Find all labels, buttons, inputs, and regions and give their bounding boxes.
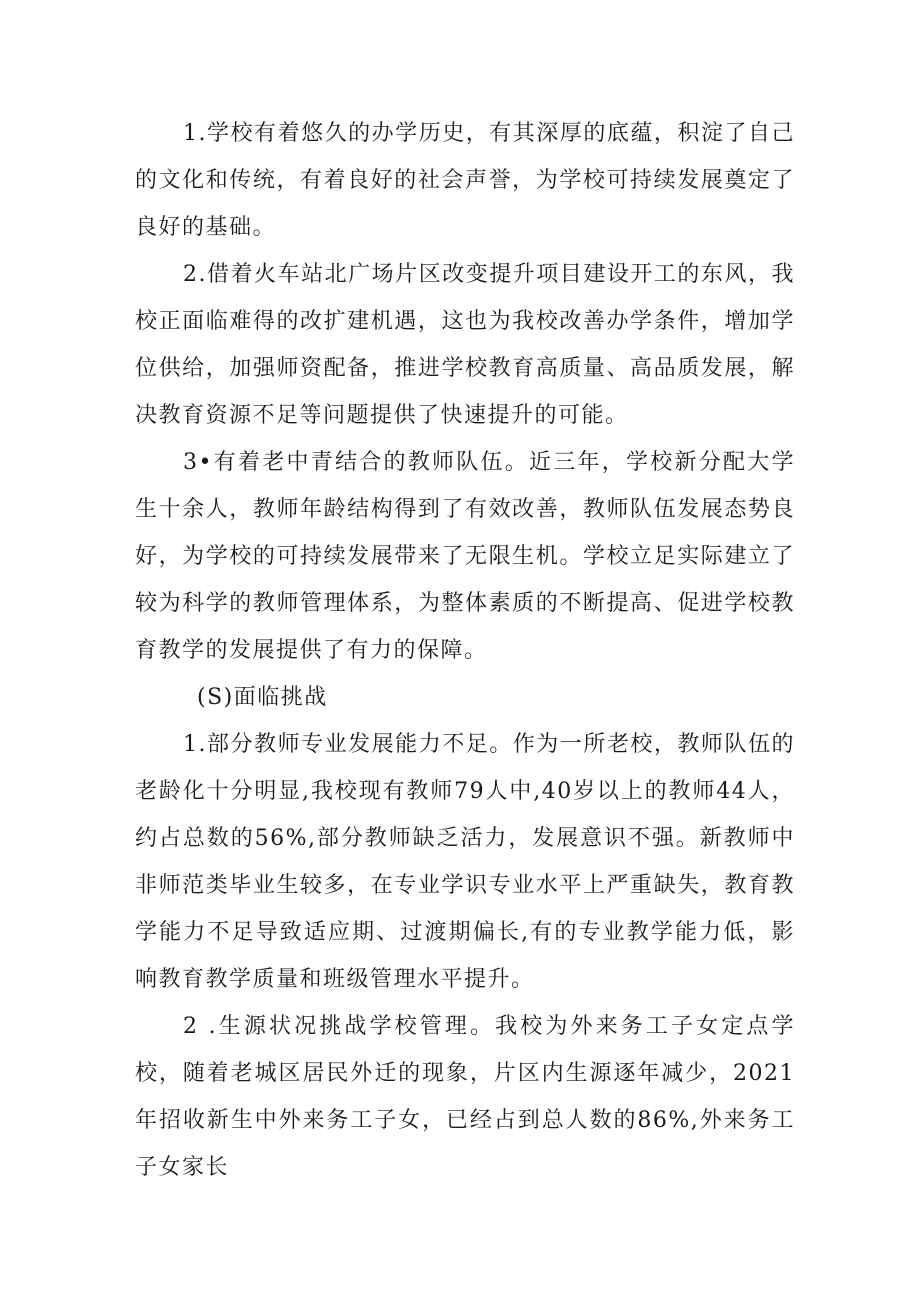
paragraph-teacher-team: 3•有着老中青结合的教师队伍。近三年，学校新分配大学生十余人，教师年龄结构得到了有效改善，教师队伍发展态势良好，为学校的可持续发展带来了无限生机。学校立足实际建立了较为科学的教师管理体系，为整体素质的不断提高、促进学校教育教学的发展提供了有力的保障。 [135, 450, 795, 663]
paragraph-challenge-teachers: 1.部分教师专业发展能力不足。作为一所老校，教师队伍的老龄化十分明显,我校现有教师79人中,40岁以上的教师44人，约占总数的56%,部分教师缺乏活力，发展意识不强。新教师中非师范类毕业生较多，在专业学识专业水平上严重缺失，教育教学能力不足导致适应期、过渡期偏长,有的专业教学能力低，影响教育教学质量和班级管理水平提升。 [135, 732, 795, 992]
document-body [135, 110, 795, 1191]
paragraph-challenge-students: 2 .生源状况挑战学校管理。我校为外来务工子女定点学校，随着老城区居民外迁的现象，片区内生源逐年减少，2021年招收新生中外来务工子女，已经占到总人数的86%,外来务工子女家长 [135, 1014, 795, 1180]
section-heading-challenges: (S)面临挑战 [197, 685, 328, 710]
paragraph-history: 1.学校有着悠久的办学历史，有其深厚的底蕴，积淀了自己的文化和传统，有着良好的社会声誉，为学校可持续发展奠定了良好的基础。 [135, 121, 795, 240]
paragraph-renovation-opportunity: 2.借着火车站北广场片区改变提升项目建设开工的东风，我校正面临难得的改扩建机遇，这也为我校改善办学条件，增加学位供给，加强师资配备，推进学校教育高质量、高品质发展，解决教育资源不足等问题提供了快速提升的可能。 [135, 262, 795, 428]
